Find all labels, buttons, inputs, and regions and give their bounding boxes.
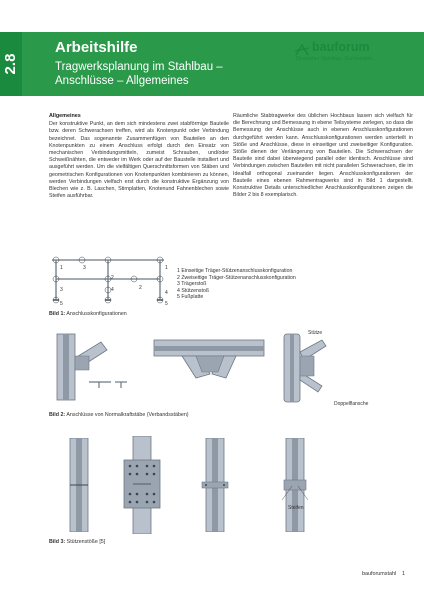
callout-4: 4 [111, 287, 114, 293]
base-plate-left [53, 299, 59, 301]
figure-3-splice-bolted [120, 436, 164, 534]
paragraph-left: Der konstruktive Punkt, an dem sich mindestens zwei stabförmige Bauteile bzw. deren Schwerachsen treffen, wird als Knotenpunkt oder Verbindung bezeichnet. Das sogenannte Zusammenfügen von Bauteilen an den Knotenpunkten zu einem Anschluss erfolgt durch den Einsatz von mechanischen Verbindungsmitteln, zumeist Schrauben, und/oder Schweißnähten, die entweder im Werk oder auf der Baustelle installiert und ausgeführt werden. Um die vielfältigen Querschnittsformen von Stäben und geometrischen Konfigurationen von Knotenpunkten kombinieren zu können, werden Verbindungen vielfach erst durch die konstruktive Ergänzung von Blechen wie z. B. Laschen, Stirnplatten, Knotenund Fahnenblechen sowie Steifen ausführbar. [49, 121, 229, 200]
page-number: 1 [402, 571, 405, 577]
label-stiffeners: Steifen [288, 505, 304, 511]
callout-5: 5 [60, 301, 63, 307]
label-column: Stütze [308, 330, 323, 336]
logo-tagline: Deutscher Stahlbau. Gut beraten. [296, 56, 374, 62]
figure-1-legend [177, 268, 296, 301]
chapter-number: 2.8 [2, 53, 19, 75]
figure-1-caption: Bild 1: Anschlusskonfigurationen [49, 311, 127, 317]
figure-3-caption: Bild 3: Stützenstöße [5] [49, 539, 106, 545]
callout-3: 3 [83, 265, 86, 271]
callout-3b: 3 [60, 287, 63, 293]
brand-logo [294, 40, 418, 70]
text-column-left [49, 113, 229, 200]
figure-1-frame-diagram [44, 254, 174, 306]
callout-4b: 4 [165, 290, 168, 296]
figure-2-bracing-connection-a [49, 332, 134, 402]
figure-2-bracing-connection-b [152, 334, 267, 392]
figure-3-splice-welded [66, 438, 92, 532]
page-title: Arbeitshilfe [55, 39, 138, 56]
subtitle-line-1: Tragwerksplanung im Stahlbau – [55, 61, 223, 73]
logo-wordmark: bauforumstahl [312, 40, 397, 54]
page-subtitle [55, 60, 275, 88]
text-column-right [233, 113, 413, 199]
footer-brand: bauforumstahl [362, 571, 397, 577]
legend-item: 5 Fußplatte [177, 294, 204, 301]
callout-2b: 2 [139, 285, 142, 291]
callout-1: 1 [60, 265, 63, 271]
base-plate-middle [105, 299, 111, 301]
chapter-tab [0, 32, 22, 96]
figure-3-splice-stiffened [280, 438, 310, 532]
section-heading: Allgemeines [49, 113, 81, 119]
base-plate-right [157, 299, 163, 301]
legend-item: 2 Zweiseitige Träger-Stützenanschlusskonfiguration [177, 274, 296, 281]
label-double-flange: Doppelflansche [334, 401, 369, 407]
legend-item: 1 Einseitige Träger-Stützenanschlusskonfiguration [177, 268, 293, 274]
callout-1b: 1 [165, 265, 168, 271]
legend-item: 3 Trägerstoß [177, 281, 207, 288]
legend-item: 4 Stützenstoß [177, 287, 210, 294]
figure-3-splice-endplate [200, 438, 230, 532]
callout-2: 2 [111, 275, 114, 281]
subtitle-line-2: Anschlüsse – Allgemeines [55, 75, 189, 87]
figure-2-caption: Bild 2: Anschlüsse von Normalkraftstäbe (Verbandsstäben) [49, 412, 189, 418]
paragraph-right: Räumliche Stabtragwerke des üblichen Hochbaus lassen sich vielfach für die Berechnung und Bemessung in ebene Teilsysteme zerlegen, so dass die Bemessung der Anschlüsse auch in ebenen Anschlusskonfigurationen durchgeführt werden kann. Anschlusskonfigurationen werden unterteilt in Stöße und Anschlüsse, diese in einseitiger und zweiseitiger Konfiguration. Stöße dienen der Verlängerung von Bauteilen. Die Schwerachsen der Bauteile sind dabei überwiegend parallel oder identisch. Anschlüsse sind Verbindungen zwischen Bauteilen mit nicht parallelen Schwerachsen, die im Idealfall orthogonal zueinander liegen. Anschlusskonfigurationen der Bauteile eines ebenen Rahmentragwerks sind in Bild 1 dargestellt. Konstruktive Details unterschiedlicher Anschlusskonfigurationen zeigen die Bilder 2 bis 8 exemplarisch. [233, 113, 413, 199]
callout-5b: 5 [165, 301, 168, 307]
figure-2-bracing-connection-c [270, 330, 330, 405]
